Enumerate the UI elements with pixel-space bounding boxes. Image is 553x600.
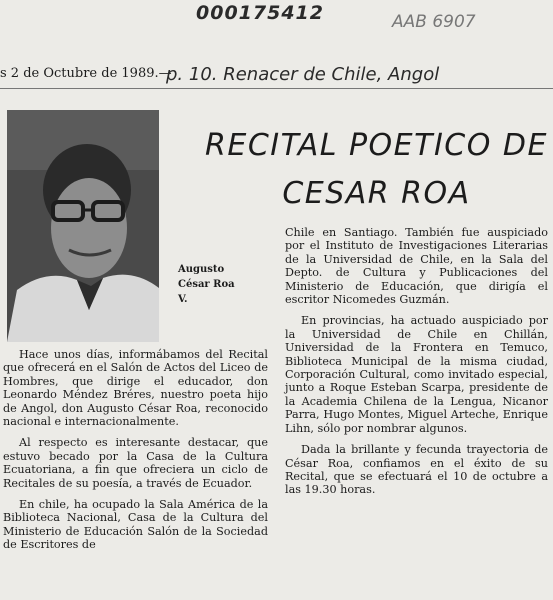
headline: RECITAL POETICO DE CESAR ROA: [205, 128, 548, 211]
paragraph: Dada la brillante y fecunda trayectoria de César Roa, confiamos en el éxito de su Recital, que se efectuará el 10 de octubre a las 19.30 horas.: [285, 443, 548, 497]
paragraph: En provincias, ha actuado auspiciado por la Universidad de Chile en Chillán, Universidad de la Frontera en Temuco, Biblioteca Municipal de la misma ciudad, Corporación Cultural, como invitado especial, junto a Roque Esteban Scarpa, presidente de la Academia Chilena de la Lengua, Nicanor Parra, Hugo Montes, Miguel Arteche, Enrique Lihn, sólo por nombrar algunos.: [285, 314, 548, 435]
author-photo: [7, 110, 159, 342]
left-column: [3, 348, 268, 560]
right-column: [285, 226, 548, 505]
photo-caption: Augusto César Roa V.: [178, 264, 235, 305]
catalog-number: 000175412: [196, 2, 324, 24]
paragraph: Chile en Santiago. También fue auspiciado por el Instituto de Investigaciones Literarias de la Universidad de Chile, en la Sala del Depto. de Cultura y Publicaciones del Ministerio de Educación, que dirigía el escritor Nicomedes Guzmán.: [285, 226, 548, 307]
paragraph: Hace unos días, informábamos del Recital que ofrecerá en el Salón de Actos del Liceo de Hombres, que dirige el educador, don Leonardo Méndez Bréres, nuestro poeta hijo de Angol, don Augusto César Roa, reconocido nacional e internacionalmente.: [3, 348, 268, 429]
paragraph: Al respecto es interesante destacar, que estuvo becado por la Casa de la Cultura Ecuatoriana, a fin que ofreciera un ciclo de Recitales de su poesía, a través de Ecuador.: [3, 436, 268, 490]
paragraph: En chile, ha ocupado la Sala América de la Biblioteca Nacional, Casa de la Cultura del Ministerio de Educación Salón de la Sociedad de Escritores de: [3, 498, 268, 552]
source-note: p. 10. Renacer de Chile, Angol: [166, 64, 440, 85]
reference-note: AAB 6907: [392, 12, 476, 32]
dateline: s 2 de Octubre de 1989.—: [0, 66, 172, 81]
divider: [0, 88, 553, 89]
